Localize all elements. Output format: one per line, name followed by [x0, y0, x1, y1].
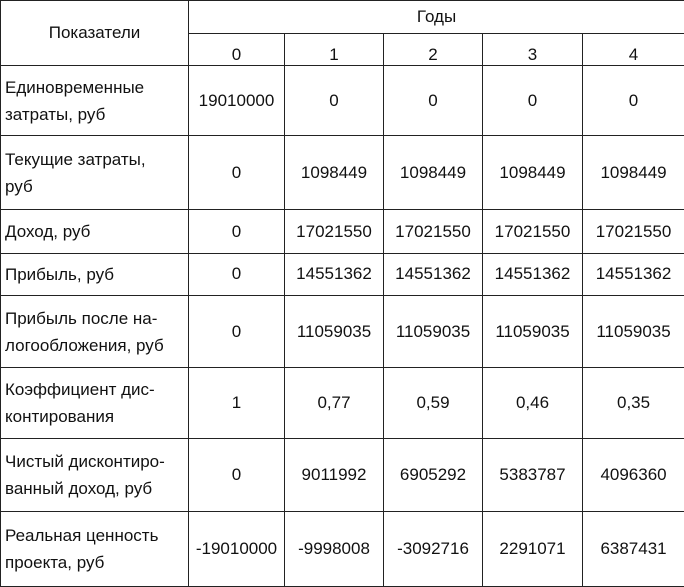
value-cell: 14551362: [384, 253, 483, 295]
value-cell: 17021550: [483, 210, 583, 253]
value-cell: 19010000: [189, 66, 285, 136]
row-label: [1, 66, 189, 136]
value-cell: 0: [189, 439, 285, 511]
row-label: [1, 368, 189, 439]
row-label-line: логообложения, руб: [5, 335, 164, 355]
row-label-line: контирования: [5, 407, 115, 427]
value-cell: 0: [285, 66, 384, 136]
value-cell: 2291071: [483, 511, 583, 586]
row-label: [1, 210, 189, 253]
year-header-0: 0: [189, 34, 285, 66]
row-label-line: ванный доход, руб: [5, 479, 153, 498]
table-body: [1, 66, 684, 587]
value-cell: 14551362: [285, 253, 384, 295]
table-row: [1, 511, 684, 586]
year-header-2: 2: [384, 34, 483, 66]
value-cell: 1098449: [583, 136, 684, 210]
value-cell: -19010000: [189, 511, 285, 586]
year-header-4: 4: [583, 34, 684, 66]
value-cell: 0: [189, 136, 285, 210]
row-label-line: Единовременные: [5, 77, 145, 97]
value-cell: 6905292: [384, 439, 483, 511]
row-label: [1, 296, 189, 368]
value-cell: 0: [583, 66, 684, 136]
value-cell: 6387431: [583, 511, 684, 586]
value-cell: 1: [189, 368, 285, 439]
value-cell: 0: [189, 296, 285, 368]
value-cell: 11059035: [583, 296, 684, 368]
table-row: [1, 66, 684, 136]
value-cell: 1098449: [384, 136, 483, 210]
row-label-line: Доход, руб: [5, 222, 91, 242]
row-label-line: руб: [5, 176, 33, 196]
value-cell: 0,77: [285, 368, 384, 439]
years-header: Годы: [189, 1, 684, 34]
row-label-line: Прибыль после на-: [5, 308, 158, 328]
value-cell: 11059035: [483, 296, 583, 368]
value-cell: 9011992: [285, 439, 384, 511]
value-cell: 0,46: [483, 368, 583, 439]
table-row: [1, 210, 684, 253]
value-cell: 0: [189, 253, 285, 295]
header-row-top: [1, 1, 684, 34]
row-label: [1, 439, 189, 511]
value-cell: 5383787: [483, 439, 583, 511]
row-label-line: Чистый дисконтиро-: [5, 452, 165, 471]
value-cell: 1098449: [483, 136, 583, 210]
table-row: [1, 368, 684, 439]
value-cell: -3092716: [384, 511, 483, 586]
row-label-line: Реальная ценность: [5, 525, 159, 545]
row-label-line: проекта, руб: [5, 552, 105, 572]
row-label: [1, 511, 189, 586]
year-header-3: 3: [483, 34, 583, 66]
row-label-line: затраты, руб: [5, 104, 106, 124]
year-header-1: 1: [285, 34, 384, 66]
row-label: [1, 136, 189, 210]
value-cell: 4096360: [583, 439, 684, 511]
value-cell: -9998008: [285, 511, 384, 586]
row-label-line: Коэффициент дис-: [5, 380, 155, 400]
row-label-line: Прибыль, руб: [5, 264, 115, 284]
indicators-header: Показатели: [1, 1, 189, 66]
value-cell: 0,35: [583, 368, 684, 439]
value-cell: 17021550: [384, 210, 483, 253]
table-row: [1, 136, 684, 210]
value-cell: 17021550: [583, 210, 684, 253]
value-cell: 0: [384, 66, 483, 136]
value-cell: 0: [189, 210, 285, 253]
value-cell: 11059035: [285, 296, 384, 368]
value-cell: 14551362: [483, 253, 583, 295]
value-cell: 0: [483, 66, 583, 136]
value-cell: 1098449: [285, 136, 384, 210]
value-cell: 14551362: [583, 253, 684, 295]
table-row: [1, 296, 684, 368]
value-cell: 17021550: [285, 210, 384, 253]
row-label: [1, 253, 189, 295]
table-row: [1, 253, 684, 295]
table-row: [1, 439, 684, 511]
row-label-line: Текущие затраты,: [5, 149, 146, 169]
value-cell: 11059035: [384, 296, 483, 368]
value-cell: 0,59: [384, 368, 483, 439]
